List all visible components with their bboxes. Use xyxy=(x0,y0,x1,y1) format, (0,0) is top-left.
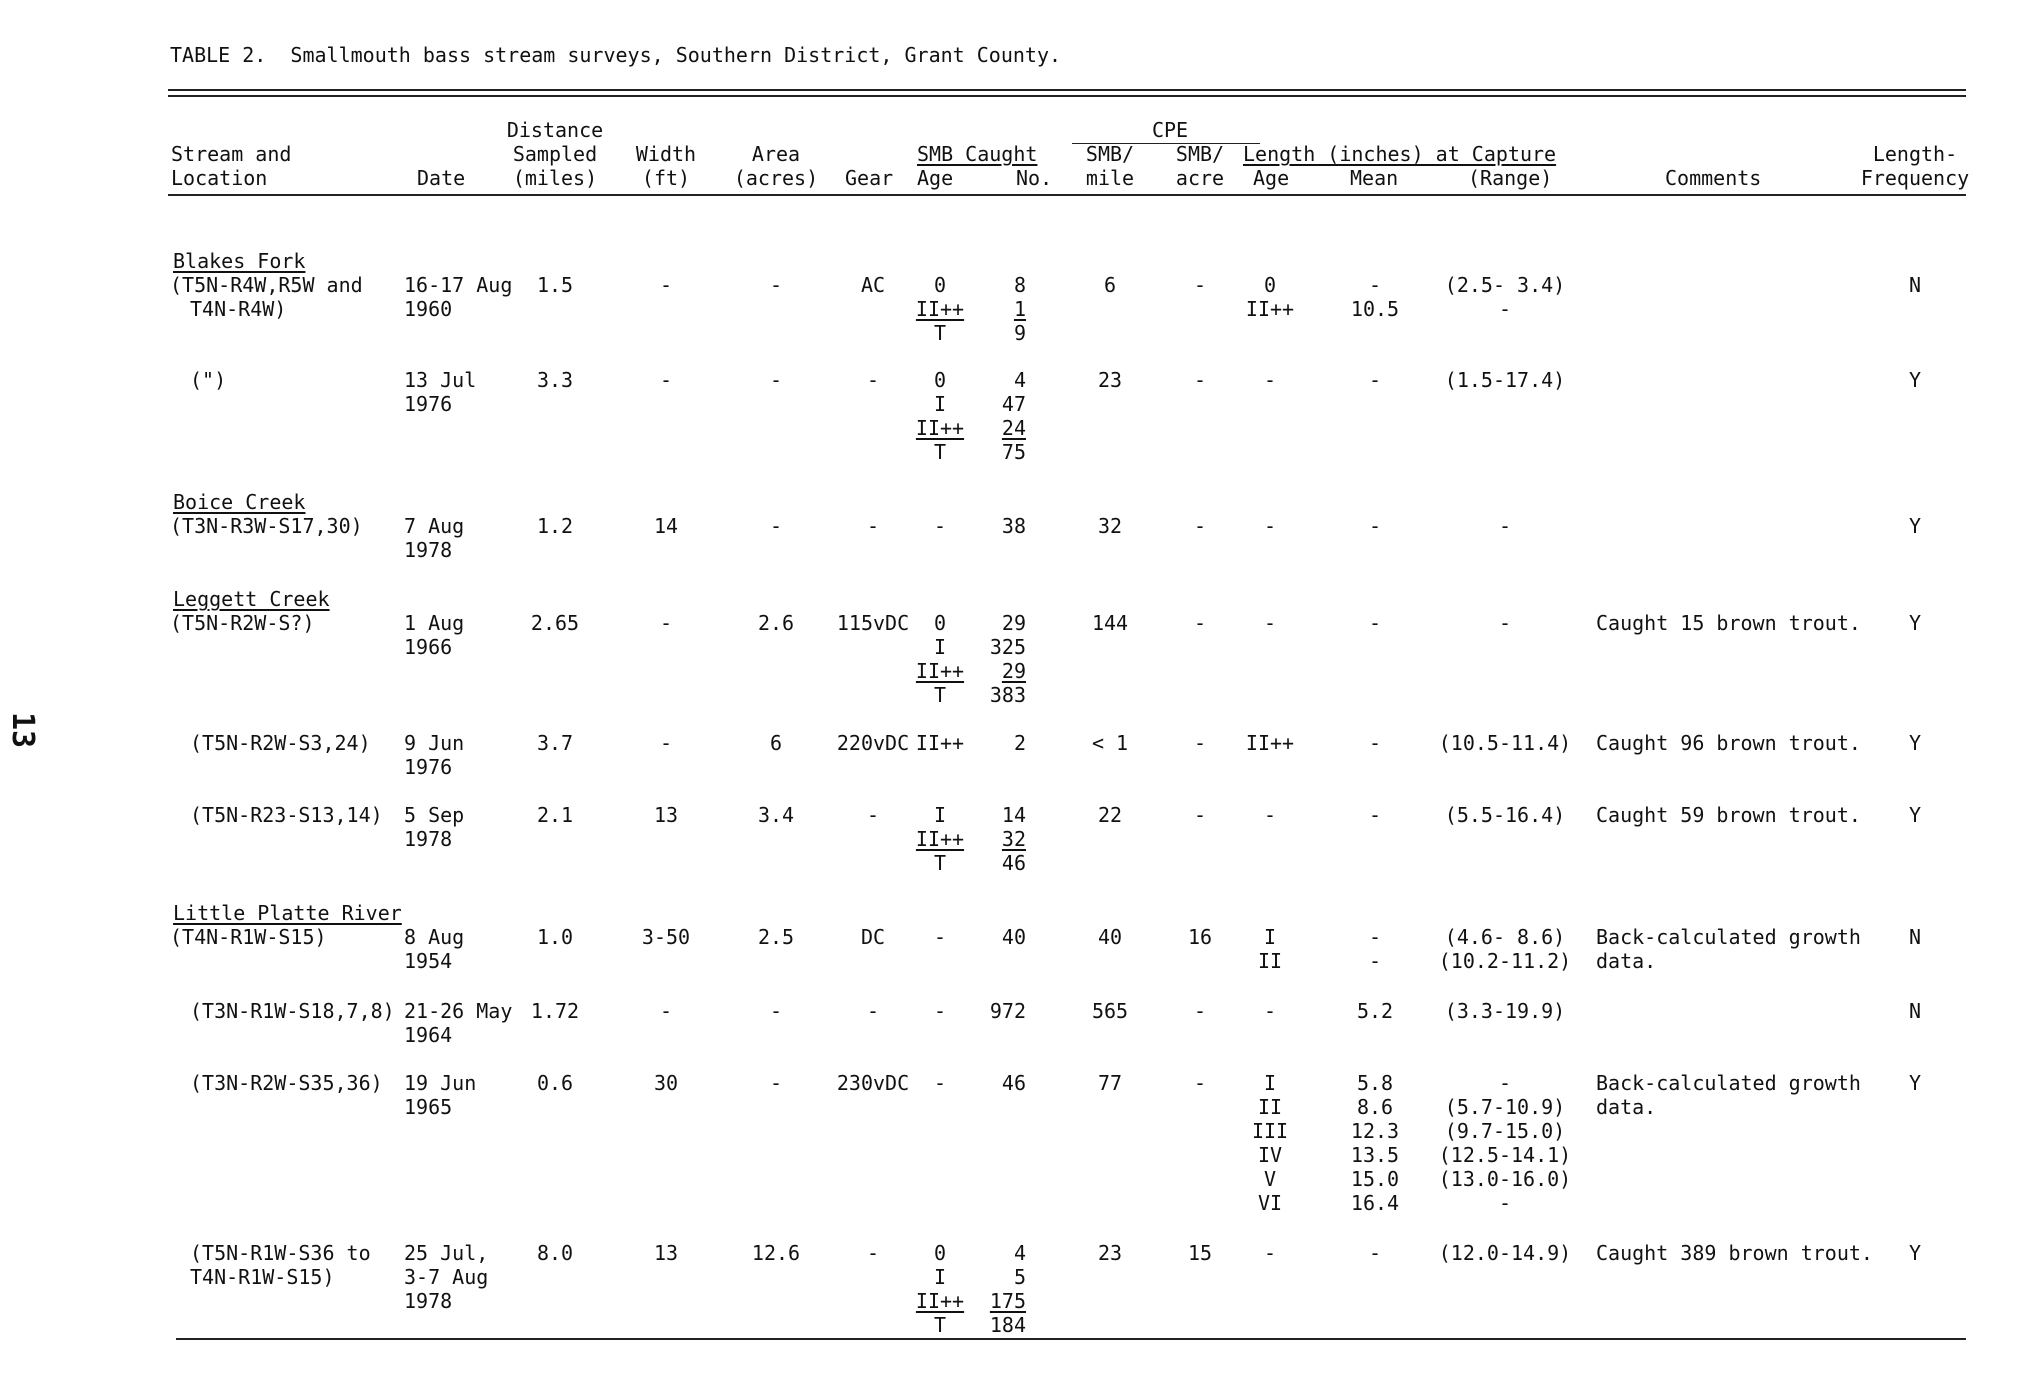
length-range: - xyxy=(1498,297,1512,321)
length-frequency: Y xyxy=(1908,514,1922,538)
stream-area: - xyxy=(769,368,783,392)
length-range: - xyxy=(1498,1191,1512,1215)
stream-location: (T5N-R23-S13,14) xyxy=(190,803,383,827)
length-age: IV xyxy=(1257,1143,1283,1167)
stream-area: - xyxy=(769,514,783,538)
header-smb-acre-2: acre xyxy=(1175,166,1225,190)
smb-count: 32 xyxy=(1001,827,1026,851)
stream-location: (T5N-R1W-S36 to xyxy=(190,1241,371,1265)
distance-sampled: 1.2 xyxy=(536,514,574,538)
cpe-smb-per-mile: < 1 xyxy=(1091,731,1129,755)
length-mean: 12.3 xyxy=(1350,1119,1400,1143)
smb-age: T xyxy=(933,851,947,875)
gear-type: 115vDC xyxy=(836,611,910,635)
length-range: - xyxy=(1498,611,1512,635)
length-frequency: N xyxy=(1908,273,1922,297)
distance-sampled: 3.7 xyxy=(536,731,574,755)
stream-area: 6 xyxy=(769,731,783,755)
header-gear: Gear xyxy=(845,166,894,190)
length-range: (10.5-11.4) xyxy=(1438,731,1572,755)
header-lf-2: Frequency xyxy=(1860,166,1970,190)
cpe-smb-per-acre: - xyxy=(1193,999,1207,1023)
cpe-smb-per-acre: 16 xyxy=(1187,925,1213,949)
stream-width: - xyxy=(659,273,673,297)
gear-type: 220vDC xyxy=(836,731,910,755)
distance-sampled: 8.0 xyxy=(536,1241,574,1265)
stream-area: 3.4 xyxy=(757,803,795,827)
length-frequency: N xyxy=(1908,999,1922,1023)
top-rule-1 xyxy=(168,89,1966,91)
length-frequency: Y xyxy=(1908,803,1922,827)
length-mean: - xyxy=(1368,731,1382,755)
distance-sampled: 1.0 xyxy=(536,925,574,949)
length-mean: - xyxy=(1368,803,1382,827)
header-stream-2: Location xyxy=(171,166,268,190)
stream-width: 13 xyxy=(653,1241,679,1265)
header-cpe: CPE xyxy=(1151,118,1189,142)
gear-type: - xyxy=(866,368,880,392)
stream-width: - xyxy=(659,731,673,755)
smb-count: 5 xyxy=(1013,1265,1026,1289)
smb-count: 972 xyxy=(989,999,1026,1023)
length-range: - xyxy=(1498,1071,1512,1095)
cpe-smb-per-acre: - xyxy=(1193,803,1207,827)
smb-age: - xyxy=(933,925,947,949)
smb-age: - xyxy=(933,999,947,1023)
stream-location: (T3N-R2W-S35,36) xyxy=(190,1071,383,1095)
stream-location: (T4N-R1W-S15) xyxy=(170,925,327,949)
length-mean: - xyxy=(1368,611,1382,635)
header-smb-acre-1: SMB/ xyxy=(1175,142,1225,166)
stream-width: - xyxy=(659,611,673,635)
stream-location: (T5N-R2W-S?) xyxy=(170,611,315,635)
length-age: - xyxy=(1263,999,1277,1023)
top-rule-2 xyxy=(168,95,1966,97)
gear-type: - xyxy=(866,999,880,1023)
smb-age: - xyxy=(933,514,947,538)
page-number: 13 xyxy=(5,712,40,749)
stream-width: - xyxy=(659,999,673,1023)
header-no: No. xyxy=(1016,166,1053,190)
header-dist-3: (miles) xyxy=(512,166,598,190)
length-age: III xyxy=(1251,1119,1289,1143)
header-stream-1: Stream and xyxy=(171,142,292,166)
header-date: Date xyxy=(417,166,466,190)
length-age: II++ xyxy=(1245,297,1295,321)
length-mean: - xyxy=(1368,368,1382,392)
survey-date: 5 Sep xyxy=(404,803,465,827)
survey-date: 9 Jun xyxy=(404,731,465,755)
survey-date: 1954 xyxy=(404,949,453,973)
smb-age: T xyxy=(933,321,947,345)
length-frequency: Y xyxy=(1908,611,1922,635)
survey-date: 8 Aug xyxy=(404,925,465,949)
stream-area: - xyxy=(769,1071,783,1095)
length-range: (1.5-17.4) xyxy=(1444,368,1566,392)
length-mean: - xyxy=(1368,273,1382,297)
header-dist-2: Sampled xyxy=(512,142,598,166)
smb-count: 40 xyxy=(1001,925,1026,949)
cpe-smb-per-acre: - xyxy=(1193,273,1207,297)
stream-name: Little Platte River xyxy=(173,901,402,925)
length-mean: - xyxy=(1368,925,1382,949)
header-len-mean: Mean xyxy=(1350,166,1399,190)
survey-date: 19 Jun xyxy=(404,1071,477,1095)
stream-location: (T5N-R2W-S3,24) xyxy=(190,731,371,755)
length-age: V xyxy=(1263,1167,1277,1191)
smb-count: 2 xyxy=(1013,731,1026,755)
smb-count: 9 xyxy=(1013,321,1026,345)
header-width-1: Width xyxy=(635,142,697,166)
comment-text: data. xyxy=(1596,1095,1657,1119)
smb-age: II++ xyxy=(915,416,965,440)
header-lf-1: Length- xyxy=(1872,142,1958,166)
smb-count: 47 xyxy=(1001,392,1026,416)
smb-age: T xyxy=(933,440,947,464)
stream-width: - xyxy=(659,368,673,392)
survey-date: 1978 xyxy=(404,827,453,851)
comment-text: Caught 59 brown trout. xyxy=(1596,803,1861,827)
length-age: - xyxy=(1263,611,1277,635)
length-age: VI xyxy=(1257,1191,1283,1215)
smb-count: 8 xyxy=(1013,273,1026,297)
smb-count: 46 xyxy=(1001,851,1026,875)
smb-count: 383 xyxy=(989,683,1026,707)
length-frequency: Y xyxy=(1908,731,1922,755)
comment-text: Caught 96 brown trout. xyxy=(1596,731,1861,755)
stream-name: Leggett Creek xyxy=(173,587,330,611)
smb-age: I xyxy=(933,803,947,827)
length-mean: - xyxy=(1368,514,1382,538)
cpe-smb-per-mile: 40 xyxy=(1097,925,1123,949)
cpe-smb-per-acre: 15 xyxy=(1187,1241,1213,1265)
cpe-smb-per-mile: 6 xyxy=(1103,273,1117,297)
smb-age: II++ xyxy=(915,827,965,851)
length-mean: - xyxy=(1368,1241,1382,1265)
smb-age: II++ xyxy=(915,297,965,321)
survey-date: 1976 xyxy=(404,392,453,416)
stream-area: - xyxy=(769,999,783,1023)
cpe-smb-per-mile: 23 xyxy=(1097,368,1123,392)
survey-date: 1978 xyxy=(404,1289,453,1313)
distance-sampled: 3.3 xyxy=(536,368,574,392)
length-frequency: Y xyxy=(1908,1071,1922,1095)
stream-width: 13 xyxy=(653,803,679,827)
survey-date: 1964 xyxy=(404,1023,453,1047)
distance-sampled: 1.72 xyxy=(530,999,580,1023)
smb-count: 4 xyxy=(1013,368,1026,392)
smb-age: II++ xyxy=(915,731,965,755)
comment-text: Caught 15 brown trout. xyxy=(1596,611,1861,635)
smb-age: I xyxy=(933,1265,947,1289)
header-smb-caught: SMB Caught xyxy=(917,142,1038,166)
gear-type: - xyxy=(866,1241,880,1265)
cpe-smb-per-mile: 144 xyxy=(1091,611,1129,635)
length-age: - xyxy=(1263,803,1277,827)
smb-count: 4 xyxy=(1013,1241,1026,1265)
distance-sampled: 2.1 xyxy=(536,803,574,827)
header-comments: Comments xyxy=(1665,166,1762,190)
length-range: (3.3-19.9) xyxy=(1444,999,1566,1023)
survey-date: 7 Aug xyxy=(404,514,465,538)
cpe-smb-per-acre: - xyxy=(1193,611,1207,635)
length-range: (9.7-15.0) xyxy=(1444,1119,1566,1143)
length-mean: 15.0 xyxy=(1350,1167,1400,1191)
length-mean: 13.5 xyxy=(1350,1143,1400,1167)
smb-count: 184 xyxy=(989,1313,1026,1337)
smb-age: 0 xyxy=(933,368,947,392)
gear-type: AC xyxy=(860,273,886,297)
smb-age: T xyxy=(933,1313,947,1337)
stream-location: (") xyxy=(190,368,227,392)
survey-date: 21-26 May xyxy=(404,999,513,1023)
length-age: - xyxy=(1263,514,1277,538)
header-bottom-rule xyxy=(168,194,1966,196)
stream-area: 12.6 xyxy=(751,1241,801,1265)
length-age: I xyxy=(1263,925,1277,949)
smb-age: 0 xyxy=(933,611,947,635)
smb-count: 1 xyxy=(1013,297,1026,321)
gear-type: - xyxy=(866,803,880,827)
length-age: - xyxy=(1263,1241,1277,1265)
header-area-1: Area xyxy=(751,142,801,166)
stream-name: Blakes Fork xyxy=(173,249,306,273)
length-range: (12.5-14.1) xyxy=(1438,1143,1572,1167)
length-age: II++ xyxy=(1245,731,1295,755)
stream-area: 2.5 xyxy=(757,925,795,949)
smb-age: I xyxy=(933,392,947,416)
stream-location: (T5N-R4W,R5W and xyxy=(170,273,363,297)
length-range: (13.0-16.0) xyxy=(1438,1167,1572,1191)
smb-age: II++ xyxy=(915,659,965,683)
length-age: II xyxy=(1257,949,1283,973)
length-mean: 10.5 xyxy=(1350,297,1400,321)
comment-text: Caught 389 brown trout. xyxy=(1596,1241,1873,1265)
header-width-2: (ft) xyxy=(641,166,691,190)
survey-date: 3-7 Aug xyxy=(404,1265,489,1289)
survey-date: 1976 xyxy=(404,755,453,779)
stream-width: 3-50 xyxy=(641,925,691,949)
cpe-smb-per-mile: 32 xyxy=(1097,514,1123,538)
comment-text: Back-calculated growth xyxy=(1596,925,1861,949)
smb-count: 175 xyxy=(989,1289,1026,1313)
comment-text: Back-calculated growth xyxy=(1596,1071,1861,1095)
header-dist-1: Distance xyxy=(506,118,604,142)
length-age: - xyxy=(1263,368,1277,392)
cpe-smb-per-mile: 22 xyxy=(1097,803,1123,827)
header-age: Age xyxy=(917,166,954,190)
length-mean: 16.4 xyxy=(1350,1191,1400,1215)
stream-area: 2.6 xyxy=(757,611,795,635)
cpe-smb-per-mile: 23 xyxy=(1097,1241,1123,1265)
length-range: (12.0-14.9) xyxy=(1438,1241,1572,1265)
survey-date: 25 Jul, xyxy=(404,1241,489,1265)
length-age: I xyxy=(1263,1071,1277,1095)
gear-type: 230vDC xyxy=(836,1071,910,1095)
survey-date: 13 Jul xyxy=(404,368,477,392)
smb-age: - xyxy=(933,1071,947,1095)
smb-count: 325 xyxy=(989,635,1026,659)
smb-age: 0 xyxy=(933,1241,947,1265)
smb-age: 0 xyxy=(933,273,947,297)
gear-type: - xyxy=(866,514,880,538)
length-range: (2.5- 3.4) xyxy=(1444,273,1566,297)
distance-sampled: 1.5 xyxy=(536,273,574,297)
length-range: (10.2-11.2) xyxy=(1438,949,1572,973)
header-len-age: Age xyxy=(1253,166,1290,190)
length-age: II xyxy=(1257,1095,1283,1119)
survey-date: 1960 xyxy=(404,297,453,321)
length-range: (5.5-16.4) xyxy=(1444,803,1566,827)
smb-count: 46 xyxy=(1001,1071,1026,1095)
smb-count: 75 xyxy=(1001,440,1026,464)
cpe-smb-per-acre: - xyxy=(1193,731,1207,755)
length-mean: 8.6 xyxy=(1356,1095,1394,1119)
smb-age: T xyxy=(933,683,947,707)
gear-type: DC xyxy=(860,925,886,949)
survey-date: 1 Aug xyxy=(404,611,465,635)
length-frequency: N xyxy=(1908,925,1922,949)
length-range: (5.7-10.9) xyxy=(1444,1095,1566,1119)
smb-count: 14 xyxy=(1001,803,1026,827)
header-len-range: (Range) xyxy=(1468,166,1553,190)
stream-location: (T3N-R1W-S18,7,8) xyxy=(190,999,395,1023)
distance-sampled: 0.6 xyxy=(536,1071,574,1095)
distance-sampled: 2.65 xyxy=(530,611,580,635)
bottom-rule xyxy=(176,1338,1966,1340)
survey-date: 1978 xyxy=(404,538,453,562)
length-age: 0 xyxy=(1263,273,1277,297)
header-smb-mile-2: mile xyxy=(1085,166,1135,190)
length-mean: 5.8 xyxy=(1356,1071,1394,1095)
cpe-smb-per-acre: - xyxy=(1193,514,1207,538)
smb-count: 29 xyxy=(1001,659,1026,683)
length-frequency: Y xyxy=(1908,1241,1922,1265)
stream-name: Boice Creek xyxy=(173,490,306,514)
length-mean: 5.2 xyxy=(1356,999,1394,1023)
cpe-smb-per-acre: - xyxy=(1193,1071,1207,1095)
cpe-smb-per-acre: - xyxy=(1193,368,1207,392)
smb-age: II++ xyxy=(915,1289,965,1313)
length-range: (4.6- 8.6) xyxy=(1444,925,1566,949)
stream-width: 14 xyxy=(653,514,679,538)
smb-count: 24 xyxy=(1001,416,1026,440)
stream-location: (T3N-R3W-S17,30) xyxy=(170,514,363,538)
length-range: - xyxy=(1498,514,1512,538)
length-frequency: Y xyxy=(1908,368,1922,392)
survey-date: 1965 xyxy=(404,1095,453,1119)
cpe-smb-per-mile: 77 xyxy=(1097,1071,1123,1095)
length-mean: - xyxy=(1368,949,1382,973)
survey-date: 1966 xyxy=(404,635,453,659)
smb-count: 29 xyxy=(1001,611,1026,635)
survey-date: 16-17 Aug xyxy=(404,273,513,297)
smb-age: I xyxy=(933,635,947,659)
header-area-2: (acres) xyxy=(733,166,819,190)
comment-text: data. xyxy=(1596,949,1657,973)
stream-area: - xyxy=(769,273,783,297)
stream-location: T4N-R1W-S15) xyxy=(190,1265,335,1289)
header-length-span: Length (inches) at Capture xyxy=(1243,142,1557,166)
header-smb-mile-1: SMB/ xyxy=(1085,142,1135,166)
smb-count: 38 xyxy=(1001,514,1026,538)
table-title: TABLE 2. Smallmouth bass stream surveys, Southern District, Grant County. xyxy=(170,43,1062,67)
cpe-smb-per-mile: 565 xyxy=(1091,999,1129,1023)
stream-location: T4N-R4W) xyxy=(190,297,287,321)
stream-width: 30 xyxy=(653,1071,679,1095)
